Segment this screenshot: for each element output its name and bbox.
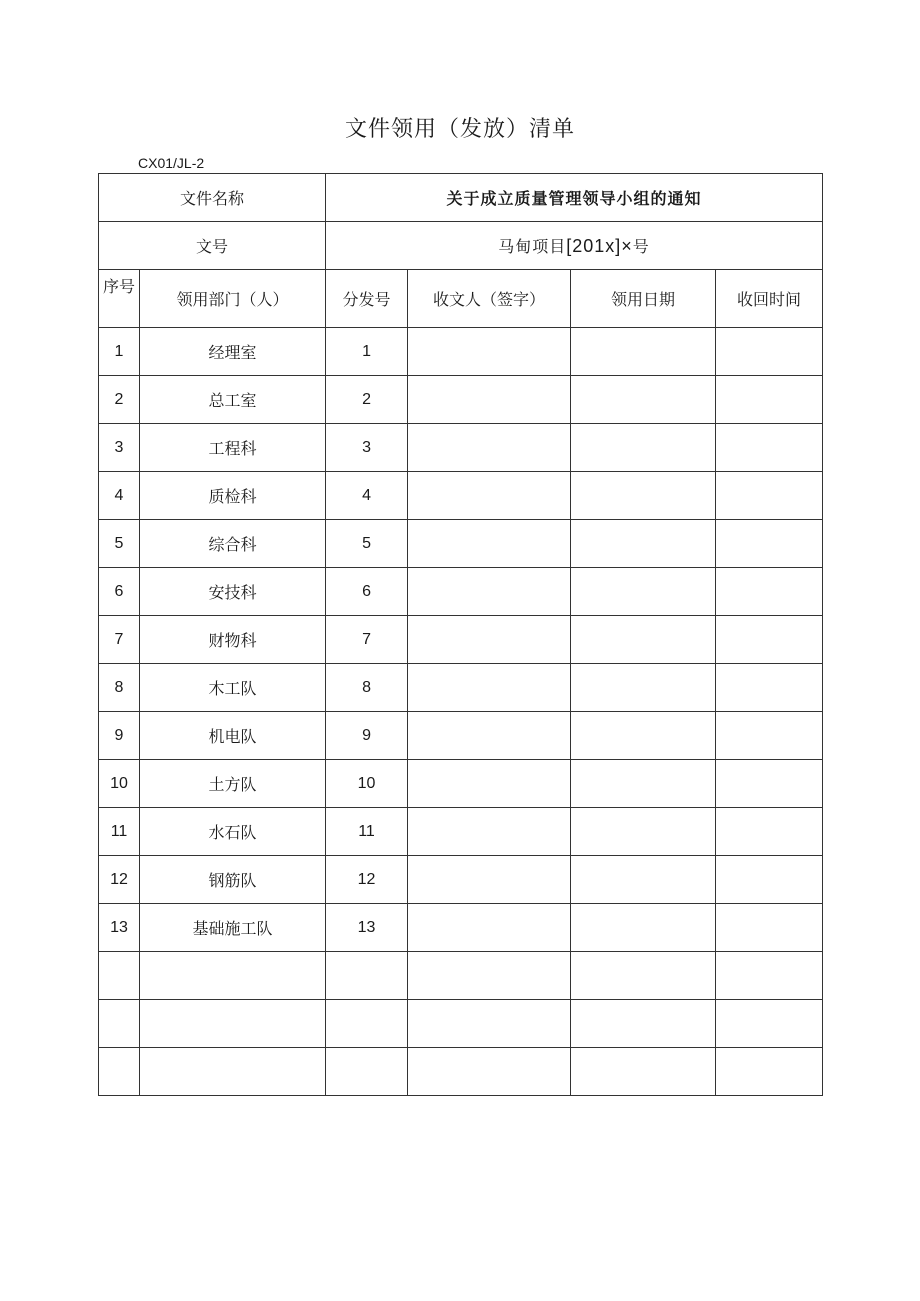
cell-receiver[interactable] [408, 424, 571, 472]
doc-number-prefix: 马甸项目 [498, 237, 567, 256]
col-header-dept: 领用部门（人） [140, 270, 326, 328]
column-header-row [99, 270, 823, 328]
doc-name-value: 关于成立质量管理领导小组的通知 [326, 174, 823, 222]
distribution-table [98, 173, 823, 1096]
doc-number-row [99, 222, 823, 270]
cell-dept: 综合科 [140, 520, 326, 568]
cell-receiver[interactable] [408, 664, 571, 712]
cell-seq: 3 [99, 424, 140, 472]
table-row [99, 328, 823, 376]
cell-dept: 工程科 [140, 424, 326, 472]
cell-date[interactable] [571, 376, 716, 424]
doc-name-label: 文件名称 [99, 174, 326, 222]
cell-receiver[interactable] [408, 616, 571, 664]
cell-return-time[interactable] [716, 520, 823, 568]
cell-dept: 基础施工队 [140, 904, 326, 952]
cell-date[interactable] [571, 952, 716, 1000]
cell-dist-no: 7 [326, 616, 408, 664]
cell-receiver[interactable] [408, 328, 571, 376]
cell-dist-no: 5 [326, 520, 408, 568]
page-title: 文件领用（发放）清单 [344, 117, 575, 142]
cell-dept: 安技科 [140, 568, 326, 616]
cell-seq: 11 [99, 808, 140, 856]
cell-receiver[interactable] [408, 952, 571, 1000]
table-row [99, 472, 823, 520]
cell-dept: 质检科 [140, 472, 326, 520]
cell-date[interactable] [571, 472, 716, 520]
col-header-receiver: 收文人（签字） [408, 270, 571, 328]
cell-dist-no: 13 [326, 904, 408, 952]
cell-return-time[interactable] [716, 1000, 823, 1048]
cell-seq [99, 952, 140, 1000]
col-header-seq: 序号 [99, 270, 140, 328]
cell-dist-no: 6 [326, 568, 408, 616]
cell-date[interactable] [571, 856, 716, 904]
doc-number-code: [201x]× [566, 236, 633, 256]
doc-number-value [326, 222, 823, 270]
table-row [99, 712, 823, 760]
cell-date[interactable] [571, 904, 716, 952]
cell-receiver[interactable] [408, 520, 571, 568]
cell-dist-no: 11 [326, 808, 408, 856]
cell-date[interactable] [571, 616, 716, 664]
cell-dept: 土方队 [140, 760, 326, 808]
cell-date[interactable] [571, 424, 716, 472]
cell-return-time[interactable] [716, 424, 823, 472]
table-row [99, 520, 823, 568]
cell-date[interactable] [571, 808, 716, 856]
cell-return-time[interactable] [716, 1048, 823, 1096]
cell-receiver[interactable] [408, 376, 571, 424]
form-code: CX01/JL-2 [138, 155, 205, 171]
cell-dept: 财物科 [140, 616, 326, 664]
table-row [99, 856, 823, 904]
table-row [99, 664, 823, 712]
cell-dist-no: 8 [326, 664, 408, 712]
cell-dept: 水石队 [140, 808, 326, 856]
cell-seq: 7 [99, 616, 140, 664]
cell-date[interactable] [571, 568, 716, 616]
cell-dept: 木工队 [140, 664, 326, 712]
cell-seq: 5 [99, 520, 140, 568]
cell-dist-no: 4 [326, 472, 408, 520]
cell-dist-no: 3 [326, 424, 408, 472]
cell-date[interactable] [571, 664, 716, 712]
cell-seq: 9 [99, 712, 140, 760]
cell-dept [140, 952, 326, 1000]
cell-dept: 钢筋队 [140, 856, 326, 904]
col-header-date: 领用日期 [571, 270, 716, 328]
cell-receiver[interactable] [408, 568, 571, 616]
cell-return-time[interactable] [716, 760, 823, 808]
col-header-return-time: 收回时间 [716, 270, 823, 328]
cell-receiver[interactable] [408, 712, 571, 760]
cell-return-time[interactable] [716, 952, 823, 1000]
cell-dist-no [326, 1048, 408, 1096]
doc-number-label: 文号 [99, 222, 326, 270]
cell-dept: 经理室 [140, 328, 326, 376]
cell-return-time[interactable] [716, 328, 823, 376]
cell-date[interactable] [571, 520, 716, 568]
cell-dist-no: 10 [326, 760, 408, 808]
cell-receiver[interactable] [408, 1000, 571, 1048]
cell-dept [140, 1048, 326, 1096]
cell-date[interactable] [571, 328, 716, 376]
table-row [99, 1048, 823, 1096]
cell-dist-no: 12 [326, 856, 408, 904]
cell-dept: 机电队 [140, 712, 326, 760]
cell-date[interactable] [571, 1000, 716, 1048]
cell-dept [140, 1000, 326, 1048]
cell-return-time[interactable] [716, 568, 823, 616]
cell-dist-no [326, 952, 408, 1000]
cell-seq: 2 [99, 376, 140, 424]
cell-return-time[interactable] [716, 904, 823, 952]
cell-dist-no: 9 [326, 712, 408, 760]
table-row [99, 904, 823, 952]
cell-receiver[interactable] [408, 904, 571, 952]
cell-dept: 总工室 [140, 376, 326, 424]
cell-return-time[interactable] [716, 712, 823, 760]
cell-dist-no: 1 [326, 328, 408, 376]
table-row [99, 1000, 823, 1048]
cell-date[interactable] [571, 760, 716, 808]
cell-dist-no [326, 1000, 408, 1048]
cell-seq: 6 [99, 568, 140, 616]
cell-return-time[interactable] [716, 472, 823, 520]
table-row [99, 568, 823, 616]
cell-seq: 4 [99, 472, 140, 520]
cell-dist-no: 2 [326, 376, 408, 424]
cell-receiver[interactable] [408, 808, 571, 856]
cell-seq: 12 [99, 856, 140, 904]
cell-return-time[interactable] [716, 616, 823, 664]
cell-receiver[interactable] [408, 1048, 571, 1096]
cell-return-time[interactable] [716, 808, 823, 856]
table-row [99, 952, 823, 1000]
table-row [99, 808, 823, 856]
cell-return-time[interactable] [716, 376, 823, 424]
cell-seq: 10 [99, 760, 140, 808]
cell-receiver[interactable] [408, 472, 571, 520]
table-row [99, 616, 823, 664]
cell-seq [99, 1000, 140, 1048]
table-row [99, 424, 823, 472]
table-row [99, 376, 823, 424]
cell-seq: 8 [99, 664, 140, 712]
cell-return-time[interactable] [716, 664, 823, 712]
cell-date[interactable] [571, 712, 716, 760]
doc-name-row [99, 174, 823, 222]
cell-seq [99, 1048, 140, 1096]
cell-date[interactable] [571, 1048, 716, 1096]
cell-receiver[interactable] [408, 856, 571, 904]
cell-return-time[interactable] [716, 856, 823, 904]
cell-seq: 1 [99, 328, 140, 376]
doc-number-suffix: 号 [632, 237, 650, 256]
table-row [99, 760, 823, 808]
cell-receiver[interactable] [408, 760, 571, 808]
cell-seq: 13 [99, 904, 140, 952]
col-header-dist-no: 分发号 [326, 270, 408, 328]
